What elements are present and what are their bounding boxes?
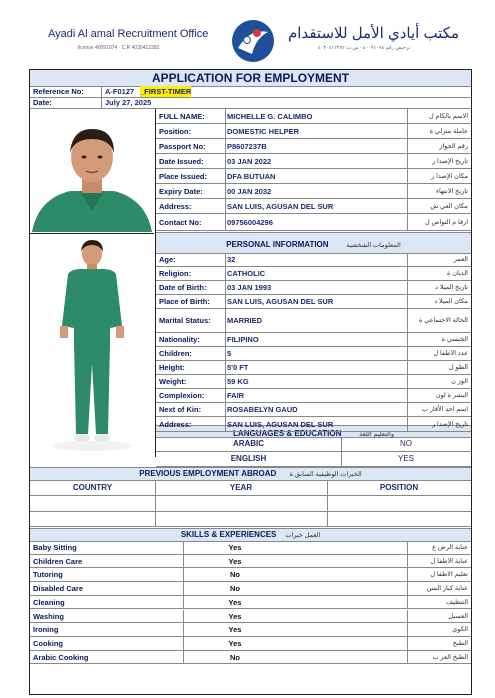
skill-label-ar: عناية الاطفا ل xyxy=(430,557,468,565)
detail-label: Contact No: xyxy=(159,218,202,227)
personal-label: Nationality: xyxy=(159,335,200,344)
skill-label: Cooking xyxy=(33,638,63,648)
reference-row xyxy=(30,87,471,98)
detail-label: FULL NAME: xyxy=(159,112,205,121)
detail-label-ar: رقم الجواز xyxy=(439,143,468,150)
prev-employment-title: PREVIOUS EMPLOYMENT ABROAD xyxy=(139,469,277,478)
reference-label: Reference No: xyxy=(33,87,84,96)
detail-label: Passport No: xyxy=(159,142,206,151)
personal-label: Weight: xyxy=(159,377,187,386)
skill-row xyxy=(30,568,471,582)
prev-employment-title-ar: الخبرات الوظيفية السابق ة xyxy=(289,471,362,478)
personal-row xyxy=(156,403,471,417)
personal-label: Date of Birth: xyxy=(159,283,207,292)
personal-value: 32 xyxy=(227,255,236,264)
personal-value: MARRIED xyxy=(227,316,262,325)
application-form xyxy=(29,69,472,695)
personal-label: Religion: xyxy=(159,269,192,278)
reference-value: A-F0127 xyxy=(105,87,135,96)
skill-label: Baby Sitting xyxy=(33,543,77,552)
detail-row xyxy=(156,154,471,169)
personal-value: 59 KG xyxy=(227,377,249,386)
detail-label-ar: مكان العي ش xyxy=(430,203,468,210)
language-row-arabic xyxy=(156,437,471,452)
personal-value: 03 JAN 1993 xyxy=(227,283,272,292)
personal-value: FAIR xyxy=(227,391,245,400)
prev-employment-header xyxy=(30,467,471,481)
personal-label: Age: xyxy=(159,255,176,264)
full-body-photo xyxy=(30,233,154,458)
languages-title: LANGUAGES & EDUCATION xyxy=(233,429,342,438)
detail-row xyxy=(156,139,471,154)
personal-label: Address: xyxy=(159,420,192,429)
personal-label-ar: الطو ل xyxy=(448,364,468,371)
skill-value: No xyxy=(230,652,240,662)
detail-label-ar: مكان الإصدا ر xyxy=(431,173,468,180)
form-title: APPLICATION FOR EMPLOYMENT xyxy=(30,70,471,87)
personal-label-ar: البشر ة لون xyxy=(435,392,468,399)
detail-value: 09756004296 xyxy=(227,218,273,227)
personal-label-ar: اسم احد الأقار ب xyxy=(421,406,468,413)
detail-label: Address: xyxy=(159,202,192,211)
skill-label: Arabic Cooking xyxy=(33,652,89,662)
personal-label-ar: تاريخ الإصدا ر xyxy=(432,421,468,428)
skill-label-ar: عناية الرض ع xyxy=(432,544,468,551)
language-value: YES xyxy=(397,454,414,463)
personal-value: SAN LUIS, AGUSAN DEL SUR xyxy=(227,420,334,429)
detail-value: SAN LUIS, AGUSAN DEL SUR xyxy=(227,202,334,211)
skill-label-ar: تعليم الاطفا ل xyxy=(430,571,468,579)
personal-label-ar: الديان ة xyxy=(447,270,468,277)
detail-label-ar: تاريخ الإصدا ر xyxy=(432,158,468,165)
company-logo-icon xyxy=(230,18,276,64)
skill-label: Disabled Care xyxy=(33,584,84,594)
personal-row xyxy=(156,333,471,347)
skill-value: No xyxy=(230,584,240,594)
date-value: July 27, 2025 xyxy=(105,98,152,107)
personal-label-ar: الجنسي ة xyxy=(441,336,468,343)
personal-value: SAN LUIS, AGUSAN DEL SUR xyxy=(227,297,334,306)
detail-row xyxy=(156,124,471,139)
detail-label-ar: عاملة منزلي ة xyxy=(429,128,468,135)
full-body-image-icon xyxy=(30,234,154,458)
skill-row xyxy=(30,582,471,596)
skill-label: Cleaning xyxy=(33,597,65,607)
detail-label-ar: تاريخ الانتهاء xyxy=(435,188,468,195)
personal-label-ar: الحالة الاجتماعي ة xyxy=(419,317,468,324)
personal-label: Children: xyxy=(159,349,192,358)
skill-label-ar: الطبخ xyxy=(452,639,468,647)
detail-label-ar: الاسم بالكام ل xyxy=(429,113,468,120)
date-label: Date: xyxy=(33,98,52,107)
personal-row xyxy=(156,281,471,295)
skill-row xyxy=(30,610,471,624)
skill-label-ar: الكوي xyxy=(452,626,468,634)
skill-label: Ironing xyxy=(33,625,59,635)
detail-label: Expiry Date: xyxy=(159,187,203,196)
detail-value: MICHELLE G. CALIMBO xyxy=(227,112,313,121)
personal-label-ar: العمر xyxy=(453,256,468,263)
personal-label-ar: الوز ن xyxy=(451,378,468,385)
skill-label-ar: الغسيل xyxy=(448,612,468,620)
detail-row xyxy=(156,184,471,199)
language-row-english xyxy=(156,452,471,467)
skill-value: No xyxy=(230,570,240,580)
detail-label: Place Issued: xyxy=(159,172,207,181)
skill-value: Yes xyxy=(228,556,242,566)
license-ar: ترخيص رقم ٤٠٠٩١٠٧٤ - س.ت ٤٠٣٠٤١٢٣٨٢ xyxy=(318,45,411,51)
skill-row xyxy=(30,541,471,555)
detail-value: DOMESTIC HELPER xyxy=(227,127,300,136)
column-country: COUNTRY xyxy=(72,483,113,492)
personal-label: Place of Birth: xyxy=(159,297,210,306)
personal-info-header xyxy=(156,232,471,254)
column-year: YEAR xyxy=(229,483,253,492)
company-name-ar: مكتب أيادي الأمل للاستقدام xyxy=(288,25,460,42)
skill-label-ar: عناية كبار السن xyxy=(426,585,468,593)
date-row xyxy=(30,98,471,109)
skill-label-ar: الطبخ العر ب xyxy=(432,653,468,661)
license-en: license 40091074 · C.R 4030412382 xyxy=(78,45,160,51)
personal-info-title-ar: المعلومات الشخصية xyxy=(346,242,401,249)
personal-row xyxy=(156,267,471,281)
detail-value: P8607237B xyxy=(227,142,267,151)
personal-row xyxy=(156,389,471,403)
personal-value: CATHOLIC xyxy=(227,269,266,278)
personal-value: FILIPINO xyxy=(227,335,259,344)
skill-label: Tutoring xyxy=(33,570,63,580)
skill-value: Yes xyxy=(228,638,242,648)
detail-label: Date Issued: xyxy=(159,157,204,166)
skills-header xyxy=(30,528,471,542)
detail-label: Position: xyxy=(159,127,192,136)
skill-label: Children Care xyxy=(33,556,83,566)
personal-row xyxy=(156,295,471,309)
language-name: ENGLISH xyxy=(230,454,267,463)
detail-row xyxy=(156,169,471,184)
personal-label: Height: xyxy=(159,363,185,372)
personal-label-ar: تاريخ الميلا د xyxy=(435,284,468,291)
language-name: ARABIC xyxy=(232,439,265,448)
company-name-en: Ayadi Al amal Recruitment Office xyxy=(48,28,209,40)
headshot-image-icon xyxy=(30,119,154,232)
skills-title: SKILLS & EXPERIENCES xyxy=(180,530,277,539)
personal-label-ar: مكان الميلا د xyxy=(434,298,468,305)
detail-value: DFA BUTUAN xyxy=(227,172,276,181)
personal-value: 5'0 FT xyxy=(227,363,249,372)
skill-value: Yes xyxy=(228,611,242,621)
personal-value: ROSABELYN GAUD xyxy=(227,405,298,414)
prev-employment-columns xyxy=(30,480,471,496)
detail-value: 00 JAN 2032 xyxy=(227,187,272,196)
skill-value: Yes xyxy=(228,597,242,607)
headshot-photo xyxy=(30,119,154,232)
skill-label-ar: التنظيف xyxy=(446,598,468,606)
skill-row xyxy=(30,651,471,665)
personal-label: Complexion: xyxy=(159,391,205,400)
personal-row xyxy=(156,309,471,333)
skill-row xyxy=(30,623,471,637)
skills-title-ar: العمل خبرات xyxy=(285,532,321,539)
language-value: NO xyxy=(400,439,412,448)
skill-row xyxy=(30,596,471,610)
skill-row xyxy=(30,637,471,651)
skill-value: Yes xyxy=(228,543,242,552)
personal-row xyxy=(156,253,471,267)
personal-row xyxy=(156,417,471,432)
skill-value: Yes xyxy=(228,625,242,635)
personal-label: Next of Kin: xyxy=(159,405,202,414)
personal-label: Marital Status: xyxy=(159,316,211,325)
detail-label-ar: ارقا م التواص ل xyxy=(425,219,468,226)
personal-value: 5 xyxy=(227,349,232,358)
skill-row xyxy=(30,555,471,569)
personal-row xyxy=(156,347,471,361)
column-position: POSITION xyxy=(379,483,419,492)
detail-row xyxy=(156,214,471,231)
languages-title-ar: والتعليم اللغة xyxy=(359,431,394,438)
personal-label-ar: عدد الاطفا ل xyxy=(433,350,468,357)
detail-row xyxy=(156,199,471,214)
detail-row xyxy=(156,109,471,124)
personal-row xyxy=(156,375,471,389)
reference-tag: _FIRST-TIMER xyxy=(140,87,192,96)
skill-label: Washing xyxy=(33,611,64,621)
personal-info-title: PERSONAL INFORMATION xyxy=(226,240,329,249)
detail-value: 03 JAN 2022 xyxy=(227,157,272,166)
personal-row xyxy=(156,361,471,375)
